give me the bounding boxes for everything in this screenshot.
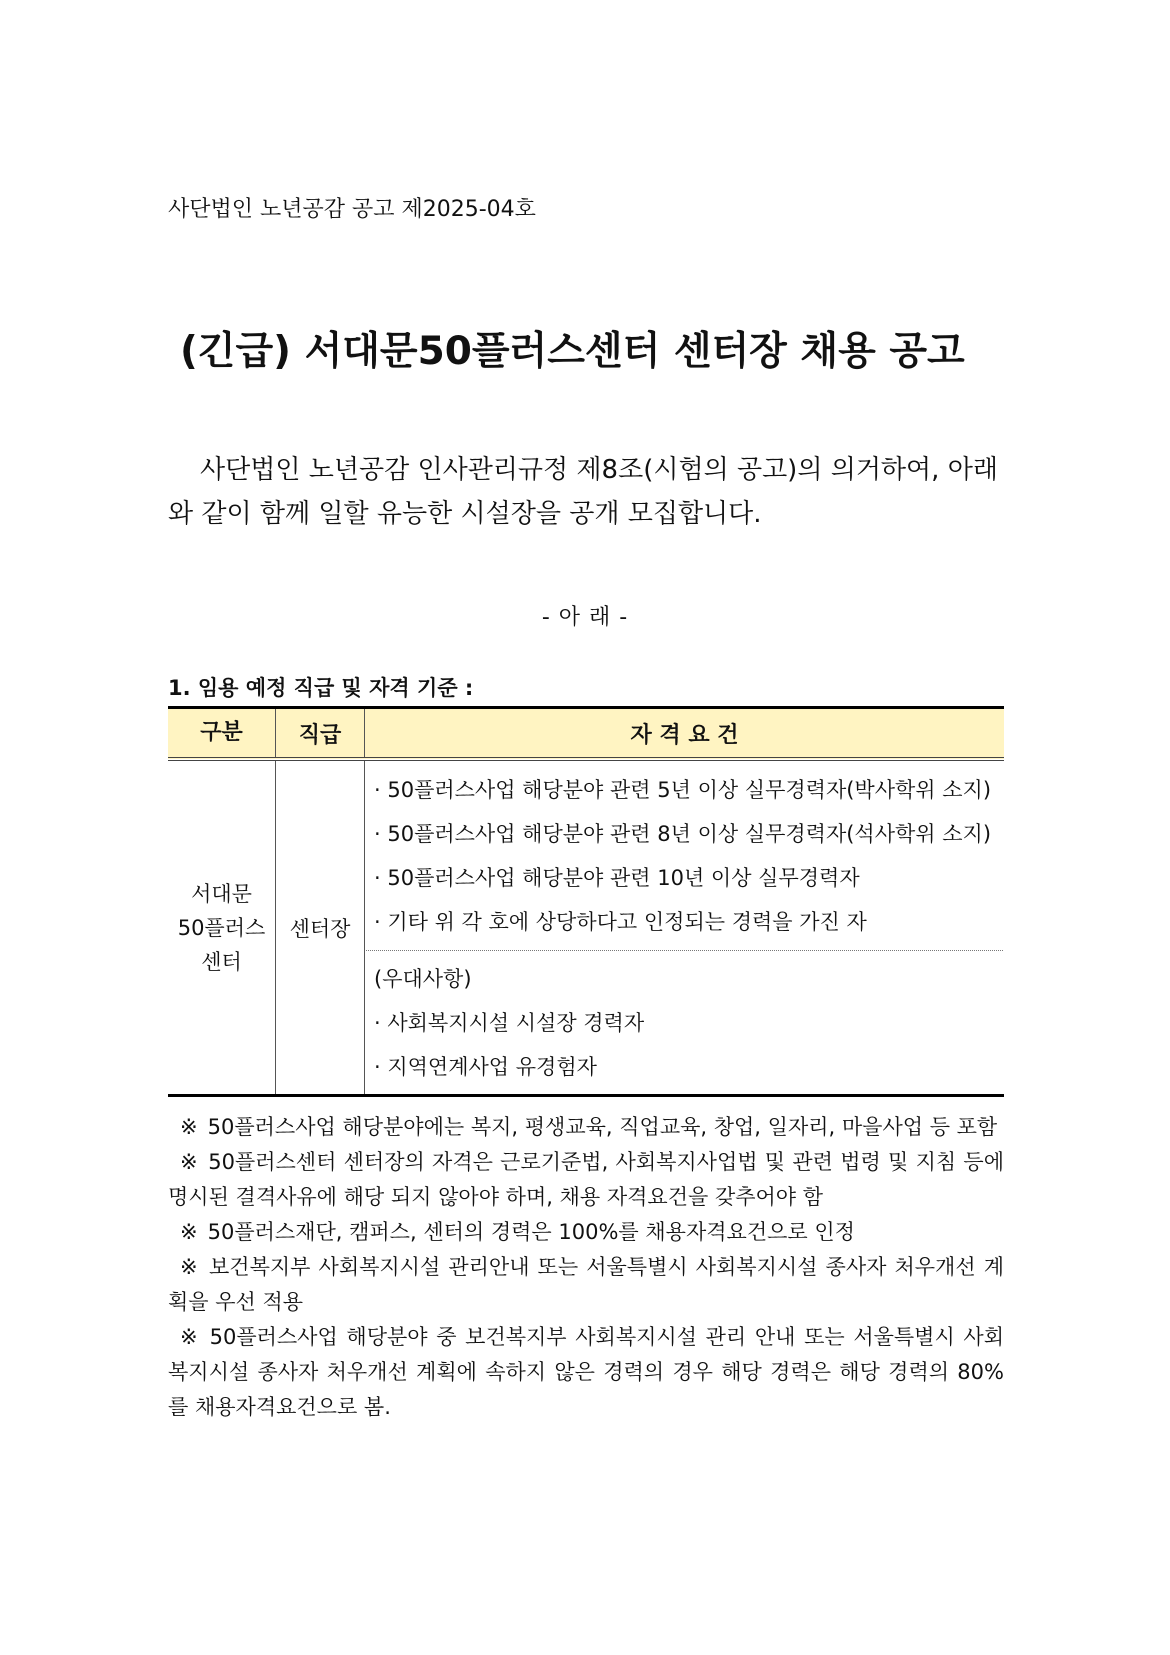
note-text: 50플러스사업 해당분야에는 복지, 평생교육, 직업교육, 창업, 일자리, 마을사업 등 포함 bbox=[207, 1115, 998, 1139]
reference-mark-icon: ※ bbox=[180, 1220, 198, 1244]
intro-line-2: 와 같이 함께 일할 유능한 시설장을 공개 모집합니다. bbox=[168, 499, 762, 529]
note-item bbox=[168, 1110, 1004, 1145]
division-line: 50플러스 bbox=[177, 915, 266, 940]
reference-mark-icon: ※ bbox=[180, 1150, 199, 1174]
arae-divider: - 아 래 - bbox=[541, 605, 629, 630]
rank-cell: 센터장 bbox=[276, 759, 365, 1096]
preferences-heading: (우대사항) bbox=[374, 967, 472, 991]
notes-section bbox=[168, 1110, 1004, 1425]
preferences-list bbox=[366, 950, 1003, 1093]
note-item bbox=[168, 1215, 1004, 1250]
list-item: · 기타 위 각 호에 상당하다고 인정되는 경력을 가진 자 bbox=[374, 910, 867, 934]
note-text: 50플러스센터 센터장의 자격은 근로기준법, 사회복지사업법 및 관련 법령 및 지침 등에 명시된 결격사유에 해당 되지 않아야 하며, 채용 자격요건을 갖추어야 함 bbox=[168, 1150, 1004, 1209]
note-text: 50플러스사업 해당분야 중 보건복지부 사회복지시설 관리 안내 또는 서울특별시 사회복지시설 종사자 처우개선 계획에 속하지 않은 경력의 경우 해당 경력은 해당 경력의 80%를 채용자격요건으로 봄. bbox=[168, 1325, 1004, 1419]
note-item bbox=[168, 1145, 1004, 1215]
list-item: · 사회복지시설 시설장 경력자 bbox=[374, 1011, 645, 1035]
division-line: 센터 bbox=[201, 949, 242, 974]
intro-line-1: 사단법인 노년공감 인사관리규정 제8조(시험의 공고)의 의거하여, 아래 bbox=[200, 455, 998, 485]
requirements-list bbox=[366, 762, 1003, 950]
page-title: (긴급) 서대문50플러스센터 센터장 채용 공고 bbox=[180, 329, 965, 374]
note-text: 50플러스재단, 캠퍼스, 센터의 경력은 100%를 채용자격요건으로 인정 bbox=[207, 1220, 855, 1244]
note-text: 보건복지부 사회복지시설 관리안내 또는 서울특별시 사회복지시설 종사자 처우개선 계획을 우선 적용 bbox=[168, 1255, 1004, 1314]
division-cell bbox=[168, 759, 276, 1096]
requirements-cell bbox=[365, 759, 1005, 1096]
list-item: · 지역연계사업 유경험자 bbox=[374, 1055, 597, 1079]
table-row bbox=[168, 759, 1004, 1096]
list-item: · 50플러스사업 해당분야 관련 10년 이상 실무경력자 bbox=[374, 866, 860, 890]
note-item bbox=[168, 1250, 1004, 1320]
reference-mark-icon: ※ bbox=[180, 1115, 198, 1139]
header-requirements: 자 격 요 건 bbox=[365, 708, 1005, 760]
reference-mark-icon: ※ bbox=[180, 1255, 200, 1279]
list-item: · 50플러스사업 해당분야 관련 8년 이상 실무경력자(석사학위 소지) bbox=[374, 822, 992, 846]
section-heading-1: 1. 임용 예정 직급 및 자격 기준 : bbox=[168, 676, 474, 700]
note-item bbox=[168, 1320, 1004, 1425]
notice-number: 사단법인 노년공감 공고 제2025-04호 bbox=[168, 197, 536, 222]
division-line: 서대문 bbox=[191, 881, 252, 906]
header-division: 구분 bbox=[168, 708, 276, 760]
qualification-table bbox=[168, 706, 1004, 1097]
table-header-row bbox=[168, 708, 1004, 760]
reference-mark-icon: ※ bbox=[180, 1325, 200, 1349]
header-rank: 직급 bbox=[276, 708, 365, 760]
list-item: · 50플러스사업 해당분야 관련 5년 이상 실무경력자(박사학위 소지) bbox=[374, 778, 992, 802]
